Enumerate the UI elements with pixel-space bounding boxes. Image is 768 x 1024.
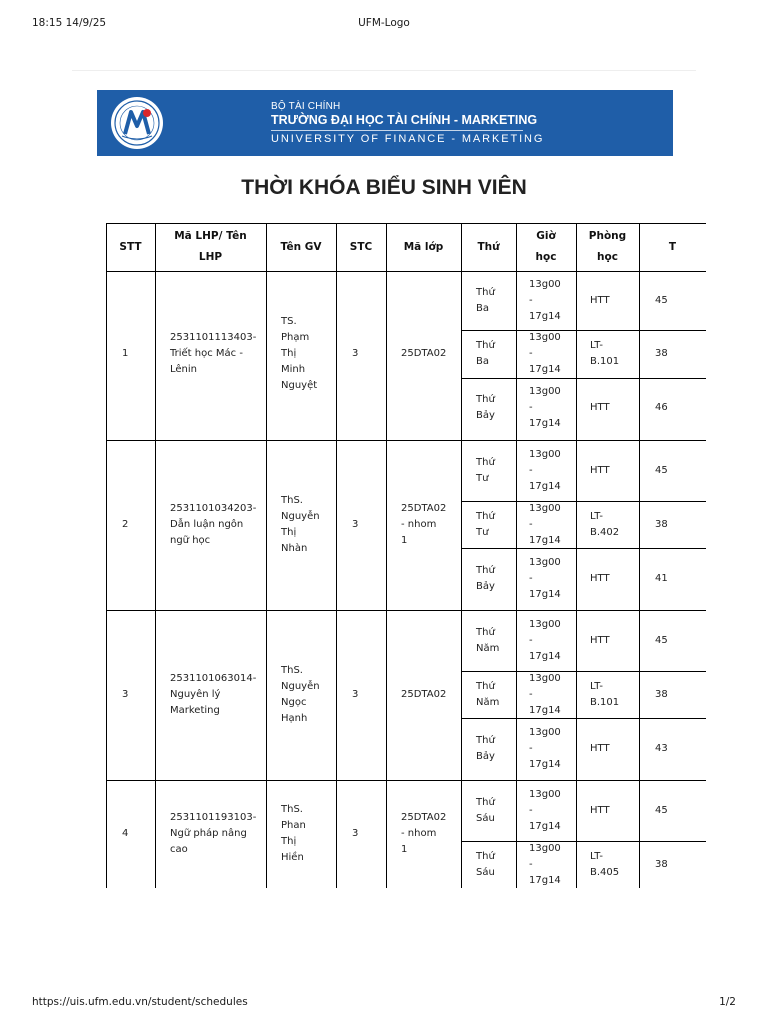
lecturer-name: ThS. Nguyễn Thị Nhàn bbox=[281, 495, 320, 554]
session-room: LT- B.405 bbox=[590, 850, 620, 878]
column-divider bbox=[106, 223, 107, 888]
session-room: HTT bbox=[590, 743, 610, 754]
class-code: 25DTA02 bbox=[401, 689, 447, 700]
course-name: 2531101113403- Triết học Mác - Lênin bbox=[170, 332, 257, 375]
header-credits: STC bbox=[349, 240, 373, 253]
session-room: HTT bbox=[590, 573, 610, 584]
page-title: THỜI KHÓA BIỂU SINH VIÊN bbox=[241, 176, 527, 199]
header-bottom-border bbox=[106, 271, 706, 272]
print-url: https://uis.ufm.edu.vn/student/schedules bbox=[32, 996, 248, 1008]
session-room: LT- B.402 bbox=[590, 510, 620, 538]
header-room: Phòng học bbox=[588, 230, 627, 263]
session-time: 13g00 - 17g14 bbox=[529, 502, 561, 546]
row-divider bbox=[106, 780, 706, 781]
print-header bbox=[0, 17, 768, 33]
session-divider bbox=[461, 330, 706, 331]
session-divider bbox=[461, 671, 706, 672]
row-stt: 4 bbox=[122, 828, 129, 839]
session-time: 13g00 - 17g14 bbox=[529, 788, 561, 832]
session-divider bbox=[461, 501, 706, 502]
session-day: Thứ Năm bbox=[476, 680, 500, 708]
session-next-col: 46 bbox=[655, 401, 668, 413]
column-divider bbox=[386, 223, 387, 888]
session-room: LT- B.101 bbox=[590, 680, 620, 708]
header-class: Mã lớp bbox=[403, 240, 444, 253]
session-day: Thứ Ba bbox=[476, 340, 495, 367]
course-name: 2531101063014- Nguyên lý Marketing bbox=[170, 673, 257, 716]
session-day: Thứ Bảy bbox=[476, 393, 495, 421]
credits-value: 3 bbox=[352, 519, 359, 530]
header-course: Mã LHP/ Tên LHP bbox=[174, 230, 247, 263]
credits-value: 3 bbox=[352, 828, 359, 839]
session-next-col: 45 bbox=[655, 634, 668, 646]
session-time: 13g00 - 17g14 bbox=[529, 618, 561, 662]
session-next-col: 45 bbox=[655, 804, 668, 816]
credits-value: 3 bbox=[352, 689, 359, 700]
session-time: 13g00 - 17g14 bbox=[529, 278, 561, 322]
session-room: LT- B.101 bbox=[590, 340, 620, 367]
session-day: Thứ Năm bbox=[476, 626, 500, 654]
session-divider bbox=[461, 718, 706, 719]
session-day: Thứ Sáu bbox=[476, 796, 495, 824]
course-name: 2531101193103- Ngữ pháp nâng cao bbox=[170, 812, 257, 855]
column-divider bbox=[576, 223, 577, 888]
header-stt: STT bbox=[119, 240, 142, 253]
print-tab-title: UFM-Logo bbox=[358, 17, 410, 29]
session-time: 13g00 - 17g14 bbox=[529, 672, 561, 716]
session-next-col: 41 bbox=[655, 573, 668, 584]
session-room: HTT bbox=[590, 401, 610, 413]
header-day: Thứ bbox=[477, 240, 500, 253]
row-divider bbox=[106, 610, 706, 611]
column-divider bbox=[516, 223, 517, 888]
session-time: 13g00 - 17g14 bbox=[529, 557, 561, 600]
session-time: 13g00 - 17g14 bbox=[529, 842, 561, 886]
lecturer-name: ThS. Nguyễn Ngọc Hạnh bbox=[281, 665, 320, 724]
banner-divider bbox=[271, 130, 523, 131]
session-divider bbox=[461, 378, 706, 379]
session-next-col: 38 bbox=[655, 518, 668, 530]
row-stt: 1 bbox=[122, 348, 129, 359]
column-divider bbox=[461, 223, 462, 888]
table-top-border bbox=[106, 223, 706, 224]
school-name-vi: TRƯỜNG ĐẠI HỌC TÀI CHÍNH - MARKETING bbox=[271, 113, 538, 127]
session-next-col: 45 bbox=[655, 294, 668, 306]
class-code: 25DTA02 - nhom 1 bbox=[401, 812, 447, 855]
session-divider bbox=[461, 548, 706, 549]
session-room: HTT bbox=[590, 294, 610, 306]
row-stt: 3 bbox=[122, 689, 129, 700]
ministry-label: BỘ TÀI CHÍNH bbox=[271, 101, 341, 112]
header-next: T bbox=[668, 240, 677, 253]
session-time: 13g00 - 17g14 bbox=[529, 448, 561, 492]
course-name: 2531101034203- Dẫn luận ngôn ngữ học bbox=[170, 503, 257, 546]
session-day: Thứ Sáu bbox=[476, 850, 495, 878]
school-name-en: UNIVERSITY OF FINANCE - MARKETING bbox=[271, 133, 545, 145]
print-page-number: 1/2 bbox=[719, 996, 736, 1008]
session-next-col: 45 bbox=[655, 464, 668, 476]
row-divider bbox=[106, 440, 706, 441]
session-day: Thứ Ba bbox=[476, 286, 495, 314]
header-time: Giờ học bbox=[535, 230, 557, 263]
session-room: HTT bbox=[590, 634, 610, 646]
print-datetime: 18:15 14/9/25 bbox=[32, 17, 107, 29]
session-time: 13g00 - 17g14 bbox=[529, 727, 561, 770]
row-stt: 2 bbox=[122, 519, 129, 530]
header-lecturer: Tên GV bbox=[280, 240, 322, 253]
session-room: HTT bbox=[590, 804, 610, 816]
session-day: Thứ Tư bbox=[476, 510, 495, 538]
lecturer-name: TS. Phạm Thị Minh Nguyệt bbox=[281, 316, 318, 391]
schedule-table bbox=[106, 223, 677, 888]
divider bbox=[72, 70, 696, 71]
session-day: Thứ Tư bbox=[476, 456, 495, 484]
session-day: Thứ Bảy bbox=[476, 735, 495, 762]
column-divider bbox=[155, 223, 156, 888]
session-divider bbox=[461, 841, 706, 842]
session-time: 13g00 - 17g14 bbox=[529, 332, 561, 375]
class-code: 25DTA02 bbox=[401, 348, 447, 359]
session-day: Thứ Bảy bbox=[476, 565, 495, 592]
university-logo-icon bbox=[110, 96, 164, 150]
lecturer-name: ThS. Phan Thị Hiền bbox=[281, 804, 306, 863]
session-next-col: 38 bbox=[655, 688, 668, 700]
credits-value: 3 bbox=[352, 348, 359, 359]
column-divider bbox=[336, 223, 337, 888]
session-next-col: 38 bbox=[655, 858, 668, 870]
column-divider bbox=[639, 223, 640, 888]
class-code: 25DTA02 - nhom 1 bbox=[401, 503, 447, 546]
session-next-col: 38 bbox=[655, 348, 668, 359]
session-next-col: 43 bbox=[655, 743, 668, 754]
session-time: 13g00 - 17g14 bbox=[529, 385, 561, 429]
column-divider bbox=[266, 223, 267, 888]
session-room: HTT bbox=[590, 464, 610, 476]
